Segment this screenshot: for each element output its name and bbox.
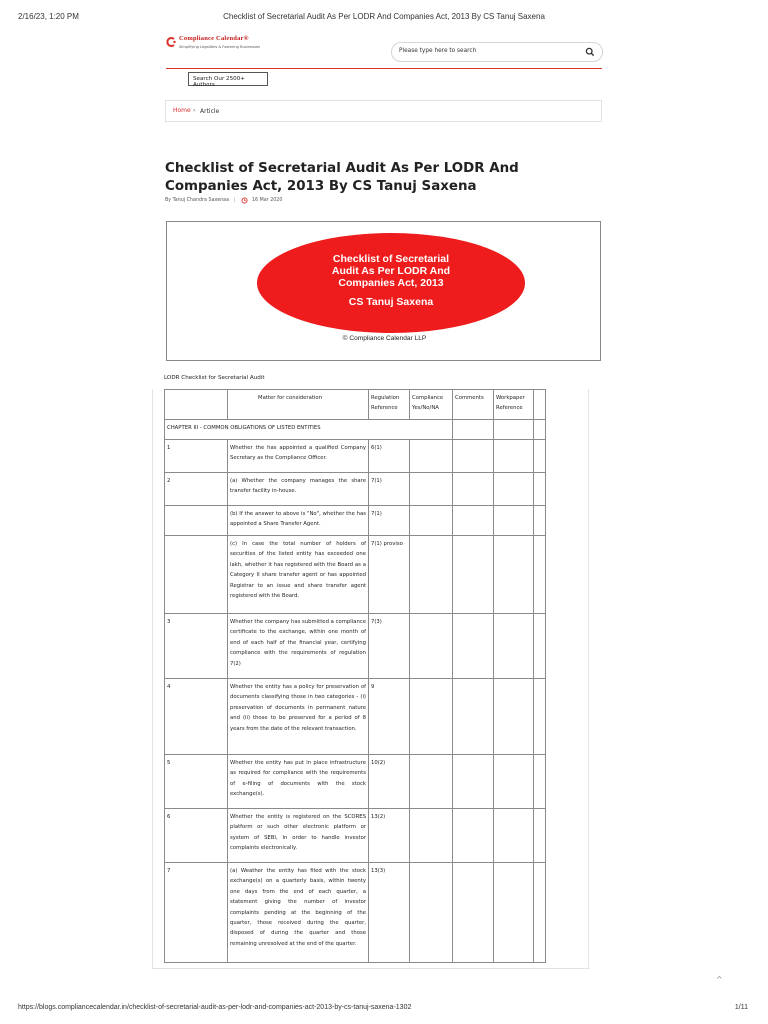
row-number: 6 (165, 809, 228, 863)
header-divider (166, 68, 602, 69)
table-header-cell (165, 390, 228, 420)
search-icon[interactable] (585, 47, 595, 57)
row-matter: (c) In case the total number of holders of securities of the listed entity has exceeded one lakh, whether it has registered with the Board as a Category II share transfer agent or has appointed Registrar to an issue and share transfer agent registered with the Board. (228, 536, 369, 614)
meta-divider: | (234, 198, 236, 203)
row-matter: Whether the entity is registered on the SCORES platform or such other electronic platform or system of SEBI, in order to handle investor complaints electronically. (228, 809, 369, 863)
table-row (165, 755, 546, 809)
search-placeholder: Please type here to search (399, 48, 477, 54)
table-cell (494, 679, 534, 755)
logo-mark-icon (166, 37, 176, 47)
row-number: 2 (165, 473, 228, 506)
table-cell (453, 473, 494, 506)
table-cell (410, 755, 453, 809)
table-row (165, 473, 546, 506)
row-regulation: 6(1) (369, 440, 410, 473)
print-title: Checklist of Secretarial Audit As Per LODR And Companies Act, 2013 By CS Tanuj Saxena (223, 12, 545, 21)
article-banner-image (166, 221, 601, 361)
row-matter: Whether the has appointed a qualified Company Secretary as the Compliance Officer. (228, 440, 369, 473)
table-cell (410, 863, 453, 963)
article-author[interactable]: By Tanuj Chandra Saxenaa (165, 198, 230, 203)
print-url: https://blogs.compliancecalendar.in/checklist-of-secretarial-audit-as-per-lodr-and-companies-act-2013-by-cs-tanuj-saxena-1302 (18, 1004, 412, 1011)
table-cell (494, 473, 534, 506)
print-page-number: 1/11 (734, 1004, 748, 1011)
table-row (165, 614, 546, 679)
table-cell (534, 473, 546, 506)
table-header-cell: Compliance Yes/No/NA (410, 390, 453, 420)
row-number: 1 (165, 440, 228, 473)
table-header-cell: Regulation Reference (369, 390, 410, 420)
breadcrumb (165, 100, 602, 122)
table-cell (410, 440, 453, 473)
table-row (165, 679, 546, 755)
banner-line-1: Checklist of Secretarial (332, 253, 450, 265)
table-cell (453, 755, 494, 809)
row-matter: Whether the entity has put in place infrastructure as required for compliance with the requirements of e-filing of documents with the stock exchange(s). (228, 755, 369, 809)
table-cell (494, 809, 534, 863)
row-number: 5 (165, 755, 228, 809)
chapter-heading: CHAPTER III - COMMON OBLIGATIONS OF LISTED ENTITIES (165, 420, 453, 440)
table-cell (453, 614, 494, 679)
table-header-row (165, 390, 546, 420)
page-title: Checklist of Secretarial Audit As Per LODR And Companies Act, 2013 By CS Tanuj Saxena (165, 161, 519, 194)
logo-tagline: Simplifying Legalities & Fostering Businesses (179, 45, 261, 49)
table-cell (410, 473, 453, 506)
table-cell (534, 809, 546, 863)
row-regulation: 7(1) (369, 473, 410, 506)
scroll-to-top-button[interactable]: ^ (716, 975, 723, 984)
table-cell (534, 536, 546, 614)
table-cell (410, 536, 453, 614)
checklist-table (164, 389, 546, 963)
table-row (165, 536, 546, 614)
table-cell (534, 863, 546, 963)
table-cell (410, 614, 453, 679)
row-number: 3 (165, 614, 228, 679)
banner-copyright: © Compliance Calendar LLP (342, 335, 427, 342)
content-border-left (152, 389, 153, 969)
table-cell (534, 614, 546, 679)
row-regulation: 13(2) (369, 809, 410, 863)
table-cell (453, 506, 494, 536)
row-regulation: 10(2) (369, 755, 410, 809)
table-cell (494, 536, 534, 614)
content-border-bottom (152, 968, 590, 969)
row-number: 7 (165, 863, 228, 963)
table-row (165, 863, 546, 963)
table-cell (453, 679, 494, 755)
breadcrumb-current: Article (200, 108, 220, 115)
table-cell (494, 506, 534, 536)
logo-text: Compliance Calendar® (179, 35, 249, 42)
table-row (165, 506, 546, 536)
table-cell (494, 863, 534, 963)
table-cell (494, 755, 534, 809)
table-cell (453, 420, 494, 440)
content-border-right (588, 389, 589, 969)
row-matter: Whether the company has submitted a compliance certificate to the exchange, within one month of end of each half of the financial year, certifying compliance with the requirements of regulation 7(2) (228, 614, 369, 679)
table-cell (494, 440, 534, 473)
row-regulation: 7(3) (369, 614, 410, 679)
row-matter: (a) Whether the company manages the share transfer facility in-house. (228, 473, 369, 506)
row-matter: (b) If the answer to above is "No", whether the has appointed a Share Transfer Agent. (228, 506, 369, 536)
table-cell (534, 420, 546, 440)
article-date: 16 Mar 2020 (252, 198, 283, 203)
row-number (165, 506, 228, 536)
row-number: 4 (165, 679, 228, 755)
row-regulation: 7(1) (369, 506, 410, 536)
clock-icon (241, 197, 248, 204)
breadcrumb-separator: › (193, 107, 196, 114)
table-header-cell: Comments (453, 390, 494, 420)
table-cell (453, 863, 494, 963)
table-cell (410, 506, 453, 536)
site-logo[interactable] (166, 35, 261, 57)
banner-line-2: Audit As Per LODR And (331, 265, 451, 277)
table-cell (534, 679, 546, 755)
print-date: 2/16/23, 1:20 PM (18, 12, 79, 21)
banner-author: CS Tanuj Saxena (348, 296, 434, 308)
table-header-cell: Workpaper Reference (494, 390, 534, 420)
table-cell (410, 679, 453, 755)
table-cell (453, 536, 494, 614)
table-cell (410, 809, 453, 863)
row-number (165, 536, 228, 614)
section-heading: LODR Checklist for Secretarial Audit (164, 375, 265, 381)
row-regulation: 9 (369, 679, 410, 755)
table-row (165, 440, 546, 473)
table-cell (494, 420, 534, 440)
table-cell (534, 755, 546, 809)
row-matter: (a) Weather the entity has filed with the stock exchange(s) on a quarterly basis, within twenty one days from the end of each quarter, a statement giving the number of investor complaints pending at the beginning of the quarter, those received during the quarter, disposed of during the quarter and those remaining unresolved at the end of the quarter. (228, 863, 369, 963)
search-authors-button[interactable]: Search Our 2500+ Authors (188, 72, 268, 86)
table-header-cell: Matter for consideration (228, 390, 369, 420)
breadcrumb-home-link[interactable]: Home (173, 107, 191, 114)
search-input[interactable] (391, 42, 603, 62)
table-cell (453, 809, 494, 863)
row-matter: Whether the entity has a policy for preservation of documents classifying those in two categories - (i) preservation of documents in permanent nature and (ii) those to be preserved for a period of 8 years from the date of the relevant transaction. (228, 679, 369, 755)
banner-line-3: Companies Act, 2013 (338, 277, 444, 289)
table-cell (534, 506, 546, 536)
table-cell (534, 440, 546, 473)
row-regulation: 7(1) proviso (369, 536, 410, 614)
table-cell (453, 440, 494, 473)
table-cell (534, 390, 546, 420)
table-cell (494, 614, 534, 679)
row-regulation: 13(3) (369, 863, 410, 963)
chapter-row (165, 420, 546, 440)
table-row (165, 809, 546, 863)
